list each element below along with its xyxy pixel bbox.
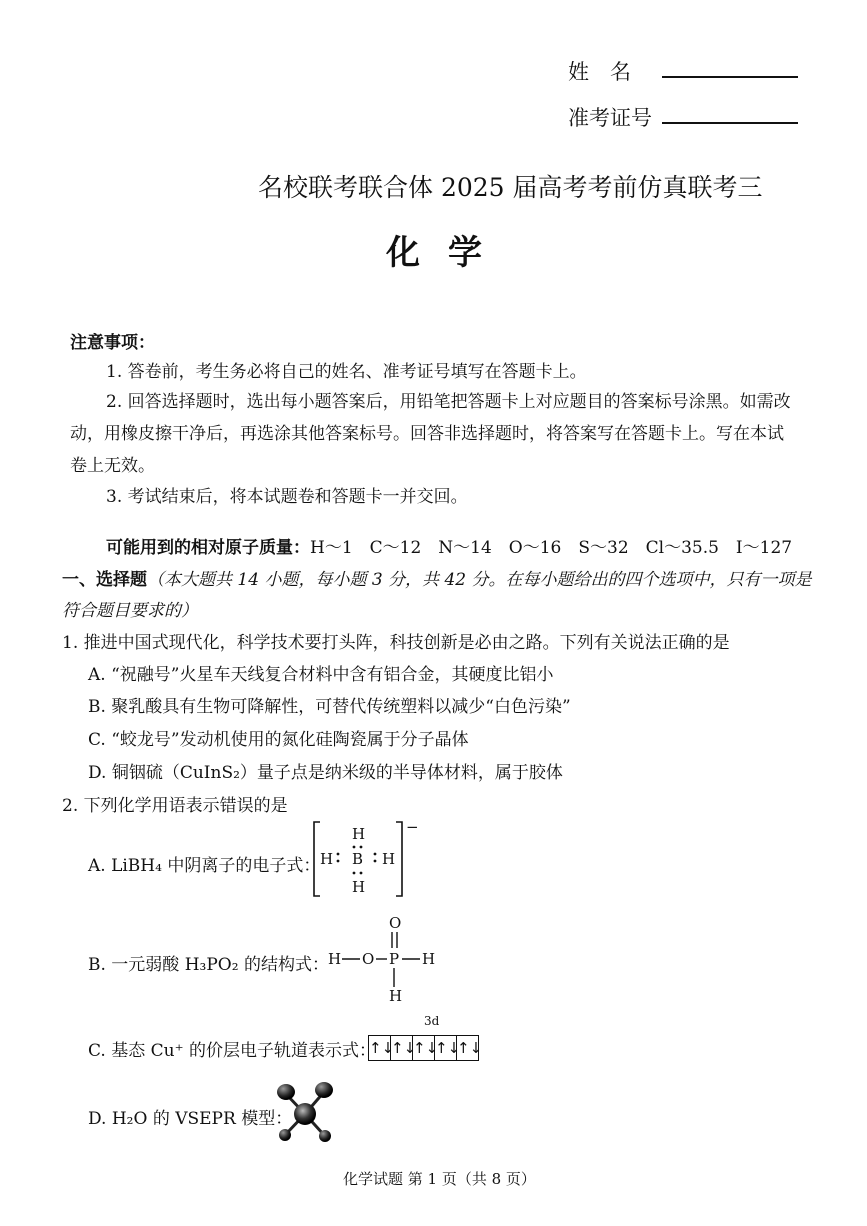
q2-option-a-label: A. LiBH₄ 中阴离子的电子式：: [88, 856, 321, 876]
page-footer: 化学试题 第 1 页（共 8 页）: [343, 1170, 536, 1188]
svg-text:H: H: [422, 950, 436, 968]
exam-id-label: 准考证号: [568, 106, 652, 130]
orbital-box: ↑↓: [413, 1036, 435, 1060]
svg-text:O: O: [389, 914, 402, 932]
orbital-box: ↑↓: [457, 1039, 483, 1057]
orbital-box: ↑↓: [391, 1036, 413, 1060]
name-label: 姓 名: [568, 60, 631, 84]
borohydride-electron-formula: [308, 818, 420, 900]
q2-stem: 2. 下列化学用语表示错误的是: [62, 796, 288, 816]
svg-text:H: H: [328, 950, 342, 968]
q1-option-b: B. 聚乳酸具有生物可降解性，可替代传统塑料以减少“白色污染”: [88, 697, 571, 717]
q2-option-c-label: C. 基态 Cu⁺ 的价层电子轨道表示式：: [88, 1041, 376, 1061]
notice-item-1: 1. 答卷前，考生务必将自己的姓名、准考证号填写在答题卡上。: [106, 362, 587, 382]
notice-heading: 注意事项：: [70, 333, 155, 353]
svg-text:H: H: [389, 987, 403, 1004]
section-1-desc-line-2: 符合题目要求的）: [62, 601, 198, 621]
svg-text:H: H: [352, 825, 366, 843]
orbital-diagram: [368, 1035, 483, 1061]
svg-text:H: H: [382, 850, 396, 868]
q2-option-b-label: B. 一元弱酸 H₃PO₂ 的结构式：: [88, 955, 329, 975]
section-1-heading: 一、选择题: [62, 570, 147, 590]
orbital-box: ↑↓: [369, 1036, 391, 1060]
svg-text:−: −: [406, 818, 419, 836]
water-vsepr-model-image: [272, 1080, 338, 1146]
exam-title: 名校联考联合体 2025 届高考考前仿真联考三: [258, 173, 763, 202]
section-1-desc-line-1: [62, 565, 812, 590]
svg-text:H: H: [320, 850, 334, 868]
atomic-mass-values: H～1 C～12 N～14 O～16 S～32 Cl～35.5 I～127: [310, 538, 793, 558]
notice-item-2-line-3: 卷上无效。: [70, 456, 155, 476]
orbital-box: ↑↓: [435, 1036, 457, 1060]
exam-id-field[interactable]: [662, 122, 798, 124]
hypophosphorous-acid-structure: [326, 912, 446, 1004]
section-1-desc: （本大题共 14 小题，每小题 3 分，共 42 分。在每小题给出的四个选项中，只有一项是: [147, 570, 812, 590]
q1-option-c: C. “蛟龙号”发动机使用的氮化硅陶瓷属于分子晶体: [88, 730, 469, 750]
q2-option-d-label: D. H₂O 的 VSEPR 模型：: [88, 1109, 293, 1129]
notice-item-3: 3. 考试结束后，将本试题卷和答题卡一并交回。: [106, 487, 468, 507]
notice-item-2-line-2: 动，用橡皮擦干净后，再选涂其他答案标号。回答非选择题时，将答案写在答题卡上。写在本试: [70, 424, 784, 444]
orbital-3d-label: 3d: [424, 1014, 440, 1028]
atomic-mass-label: 可能用到的相对原子质量：: [106, 538, 310, 558]
q1-option-d: D. 铜铟硫（CuInS₂）量子点是纳米级的半导体材料，属于胶体: [88, 763, 563, 783]
svg-text:P: P: [389, 950, 400, 968]
q1-option-a: A. “祝融号”火星车天线复合材料中含有铝合金，其硬度比铝小: [88, 665, 554, 685]
notice-item-2-line-1: 2. 回答选择题时，选出每小题答案后，用铅笔把答题卡上对应题目的答案标号涂黑。如需改: [106, 392, 791, 412]
subject-title: 化学: [386, 233, 510, 273]
svg-text:B: B: [352, 850, 364, 868]
name-field[interactable]: [662, 76, 798, 78]
atomic-mass: [106, 533, 792, 558]
svg-text:H: H: [352, 878, 366, 896]
svg-text:O: O: [362, 950, 375, 968]
q1-stem: 1. 推进中国式现代化，科学技术要打头阵，科技创新是必由之路。下列有关说法正确的是: [62, 633, 730, 653]
